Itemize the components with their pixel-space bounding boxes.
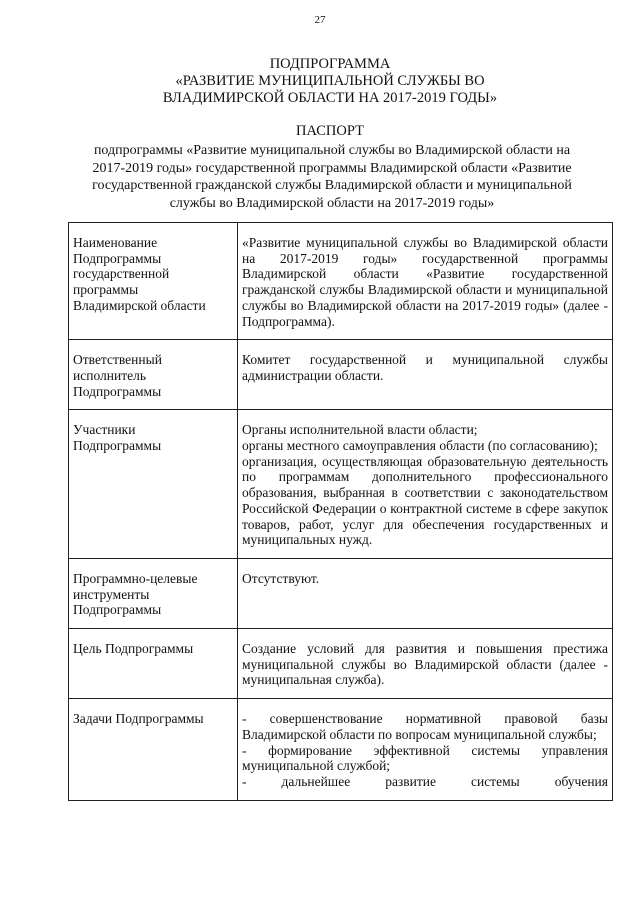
label-line: исполнитель (73, 367, 146, 383)
heading-line-2: «РАЗВИТИЕ МУНИЦИПАЛЬНОЙ СЛУЖБЫ ВО (175, 73, 485, 89)
row-value-goal: Создание условий для развития и повышения престижа муниципальной службы во Владимирской области (далее - муниципальная служба). (238, 629, 613, 699)
page-number: 27 (314, 14, 326, 26)
participant-item: организация, осуществляющая образовательную деятельность по программам дополнительного профессионального образования, выбранная в соответствии с законодательством Российской Федерации о контрактной системе в сфере закупок товаров, работ, услуг для обеспечения государственных и муниципальных нужд. (242, 453, 608, 548)
label-line: Подпрограммы (73, 602, 162, 618)
passport-intro (76, 142, 588, 212)
intro-line-1: подпрограммы «Развитие муниципальной службы во Владимирской области на (93, 143, 571, 158)
task-item: - дальнейшее развитие системы обучения (242, 773, 608, 789)
label-line: Подпрограммы (73, 383, 162, 399)
table-row (69, 340, 613, 410)
label-line: Наименование (73, 235, 158, 250)
table-row (69, 699, 613, 801)
table-row (69, 629, 613, 699)
label-line: Программно-целевые (73, 570, 198, 586)
label-line: Подпрограммы (73, 250, 162, 266)
label-line: Цель Подпрограммы (73, 641, 194, 657)
table-row (69, 410, 613, 559)
label-line: инструменты (73, 586, 150, 602)
passport-title: ПАСПОРТ (296, 123, 364, 139)
participant-item: Органы исполнительной власти области; (242, 422, 478, 438)
row-label-goal (69, 629, 238, 699)
table-row (69, 558, 613, 628)
intro-line-2: 2017-2019 годы» государственной программы Владимирской области «Развитие (92, 160, 572, 176)
label-line: Владимирской области (73, 297, 206, 313)
label-line: государственной (73, 266, 170, 282)
heading-line-3: ВЛАДИМИРСКОЙ ОБЛАСТИ НА 2017-2019 ГОДЫ» (162, 90, 498, 106)
subprogram-heading (60, 56, 600, 107)
row-value-tasks (238, 699, 613, 801)
passport-table (68, 222, 613, 801)
label-line: Задачи Подпрограммы (73, 711, 204, 727)
row-label-name (69, 223, 238, 340)
row-label-participants (69, 410, 238, 559)
participant-item: органы местного самоуправления области (по согласованию); (242, 438, 598, 454)
table-row (69, 223, 613, 340)
row-label-instruments (69, 558, 238, 628)
row-value-executor: Комитет государственной и муниципальной службы администрации области. (238, 340, 613, 410)
task-item: - формирование эффективной системы управления муниципальной службой; (242, 742, 608, 774)
task-item: - совершенствование нормативной правовой базы Владимирской области по вопросам муниципальной службы; (242, 711, 608, 742)
label-line: программы (73, 282, 139, 298)
label-line: Участники (73, 422, 136, 438)
label-line: Подпрограммы (73, 438, 162, 454)
row-value-instruments: Отсутствуют. (238, 558, 613, 628)
intro-line-3: государственной гражданской службы Владимирской области и муниципальной (92, 178, 572, 193)
row-label-executor (69, 340, 238, 410)
row-value-name: «Развитие муниципальной службы во Владимирской области на 2017-2019 годы» государственной программы Владимирской области «Развитие государственной гражданской службы Владимирской области и муниципальной службы во Владимирской области на 2017-2019 годы» (далее - Подпрограмма). (238, 223, 613, 340)
heading-line-1: ПОДПРОГРАММА (269, 56, 391, 72)
label-line: Ответственный (73, 352, 162, 368)
intro-line-4: службы во Владимирской области на 2017-2019 годы» (169, 195, 495, 211)
row-label-tasks (69, 699, 238, 801)
row-value-participants (238, 410, 613, 559)
